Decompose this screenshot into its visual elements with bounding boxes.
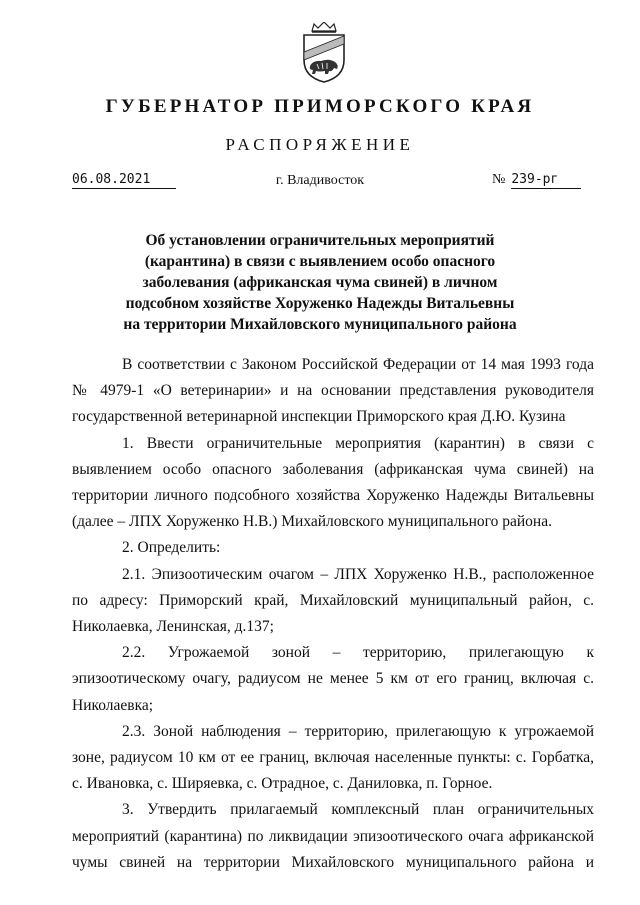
preamble-paragraph: В соответствии с Законом Российской Федерации от 14 мая 1993 года № 4979-1 «О ветеринарии» и на основании представления руководителя государственной ветеринарной инспекции Приморского края Д.Ю. Кузина bbox=[72, 356, 594, 426]
clause-2-1-paragraph: 2.1. Эпизоотическим очагом – ЛПХ Хоруженко Н.В., расположенное по адресу: Приморский край, Михайловский муниципальный район, с. Николаевка, Ленинская, д.137; bbox=[72, 565, 594, 636]
issuing-authority: ГУБЕРНАТОР ПРИМОРСКОГО КРАЯ bbox=[105, 96, 535, 117]
title-line: (карантина) в связи с выявлением особо опасного bbox=[144, 253, 496, 270]
coat-of-arms-emblem bbox=[299, 22, 349, 84]
title-line: заболевания (африканская чума свиней) в личном bbox=[142, 274, 498, 291]
clause-2-2-paragraph: 2.2. Угрожаемой зоной – территорию, прилегающую к эпизоотическому очагу, радиусом не менее 5 км от его границ, включая с. Николаевка; bbox=[72, 644, 594, 714]
title-line: Об установлении ограничительных мероприятий bbox=[145, 232, 495, 249]
clause-2-3-paragraph: 2.3. Зоной наблюдения – территорию, прилегающую к угрожаемой зоне, радиусом 10 км от ее границ, включая населенные пункты: с. Горбатка, с. Ивановка, с. Ширяевка, с. Отрадное, с. Даниловка, п. Горное. bbox=[72, 722, 594, 793]
document-body bbox=[72, 352, 594, 876]
title-line: на территории Михайловского муниципального района bbox=[123, 316, 517, 333]
clause-2-paragraph: 2. Определить: bbox=[122, 539, 221, 557]
number-sign: № bbox=[492, 172, 506, 187]
title-line: подсобном хозяйстве Хоруженко Надежды Витальевны bbox=[125, 295, 515, 312]
document-date: 06.08.2021 bbox=[72, 172, 176, 189]
document-city: г. Владивосток bbox=[275, 173, 365, 188]
document-title bbox=[60, 230, 580, 335]
clause-3-paragraph: 3. Утвердить прилагаемый комплексный план ограничительных мероприятий (карантина) по ликвидации эпизоотического очага африканской чумы свиней на территории Михайловского муниципального района и bbox=[72, 801, 594, 871]
document-number-block bbox=[492, 172, 581, 189]
document-number: 239-рг bbox=[511, 172, 581, 189]
document-type: РАСПОРЯЖЕНИЕ bbox=[225, 135, 415, 154]
clause-1-paragraph: 1. Ввести ограничительные мероприятия (карантин) в связи с выявлением особо опасного заболевания (африканская чума свиней) на территории личного подсобного хозяйства Хоруженко Надежды Витальевны (далее – ЛПХ Хоруженко Н.В.) Михайловского муниципального района. bbox=[72, 434, 594, 531]
